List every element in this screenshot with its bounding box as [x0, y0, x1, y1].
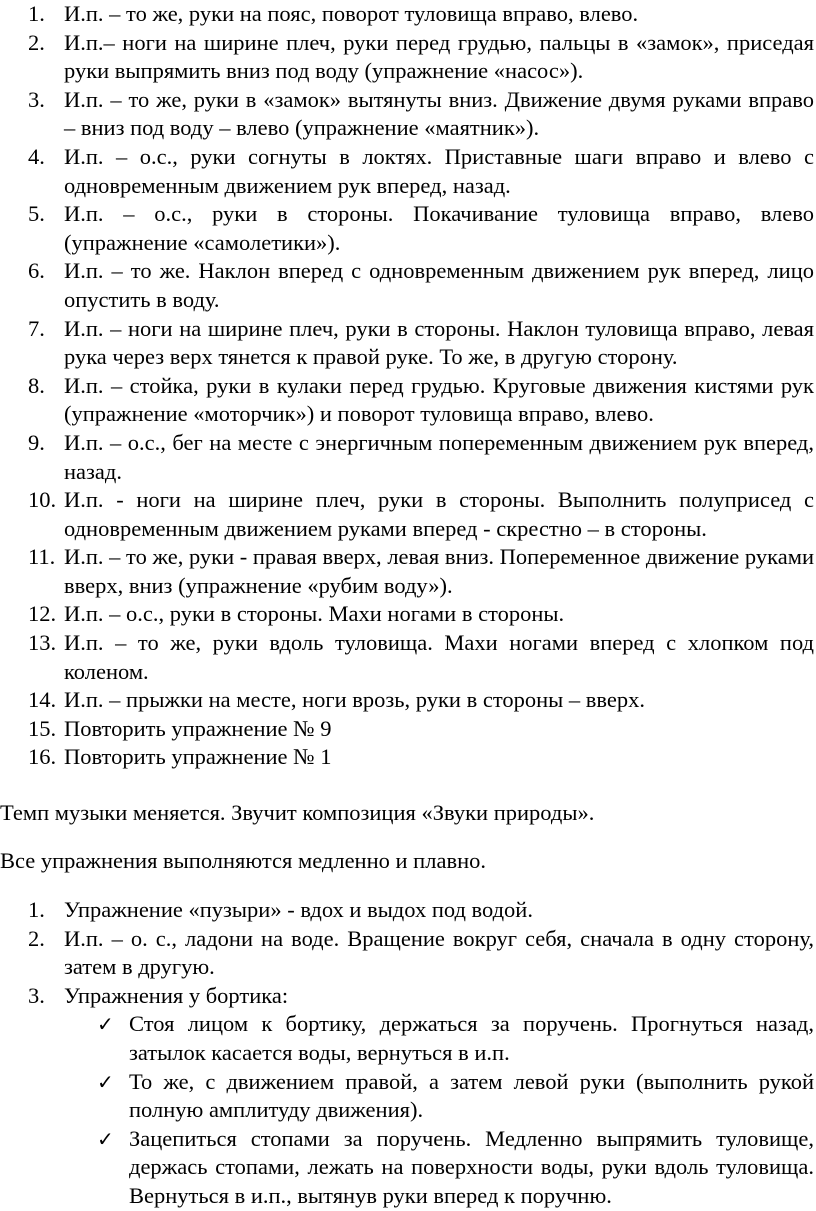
item-text: Упражнения у бортика: — [64, 982, 289, 1008]
item-text: И.п. - ноги на ширине плеч, руки в стороны. Выполнить полуприсед с одновременным движением руками вперед - скрестно – в стороны. — [64, 487, 814, 541]
item-text: И.п. – прыжки на месте, ноги врозь, руки в стороны – вверх. — [64, 687, 646, 713]
item-text: И.п. – о.с., руки в стороны. Махи ногами в стороны. — [64, 601, 565, 627]
list-item — [28, 429, 814, 486]
checklist-item-text: То же, с движением правой, а затем левой руки (выполнить рукой полную амплитуду движения). — [129, 1068, 814, 1123]
item-number: 15. — [28, 715, 57, 741]
checklist-item-text: Зацепиться стопами за поручень. Медленно выпрямить туловище, держась стопами, лежать на поверхности воды, руки вдоль туловища. Вернуться в и.п., вытянув руки вперед к поручню. — [129, 1125, 814, 1208]
checklist-item-text: Стоя лицом к бортику, держаться за поручень. Прогнуться назад, затылок касается воды, вернуться в и.п. — [129, 1011, 814, 1065]
list-item — [28, 629, 814, 686]
item-number: 14. — [28, 687, 57, 713]
item-text: И.п. – ноги на ширине плеч, руки в стороны. Наклон туловища вправо, левая рука через верх тянется к правой руке. То же, в другую сторону. — [64, 315, 814, 370]
checklist-item — [97, 1068, 814, 1125]
item-text: И.п. – о.с., руки в стороны. Покачивание туловища вправо, влево (упражнение «самолетики»). — [64, 201, 814, 255]
checklist-item — [97, 1010, 814, 1067]
list-item — [28, 982, 814, 1011]
item-text: И.п. – о. с., ладони на воде. Вращение вокруг себя, сначала в одну сторону, затем в другую. — [64, 925, 814, 980]
list-item — [28, 143, 814, 200]
list-item — [28, 600, 814, 629]
bortik-exercise-checklist — [28, 1010, 814, 1210]
paragraph-music-tempo: Темп музыки меняется. Звучит композиция «Звуки природы». — [0, 800, 595, 825]
item-text: И.п. – стойка, руки в кулаки перед грудью. Круговые движения кистями рук (упражнение «моторчик») и поворот туловища вправо, влево. — [64, 372, 814, 427]
checkmark-icon: ✓ — [97, 1126, 114, 1151]
exercise-list-main — [28, 0, 814, 772]
item-text: И.п.– ноги на ширине плеч, руки перед грудью, пальцы в «замок», приседая руки выпрямить вниз под воду (упражнение «насос»). — [64, 29, 814, 84]
list-item — [28, 896, 814, 925]
item-number: 8. — [28, 372, 45, 398]
bortik-sublist-container — [28, 1010, 814, 1210]
item-text: Упражнение «пузыри» - вдох и выдох под водой. — [64, 897, 533, 922]
item-number: 12. — [28, 601, 57, 627]
list-item — [28, 686, 814, 715]
item-text: И.п. – о.с., бег на месте с энергичным попеременным движением рук вперед, назад. — [64, 429, 814, 484]
item-number: 6. — [28, 258, 45, 284]
checkmark-icon: ✓ — [97, 1069, 114, 1094]
item-number: 2. — [28, 29, 45, 55]
list-item — [28, 86, 814, 143]
item-number: 1. — [28, 897, 45, 922]
item-number: 11. — [28, 544, 56, 570]
item-text: И.п. – то же, руки на пояс, поворот туловища вправо, влево. — [64, 1, 639, 26]
paragraph-slow-exercises: Все упражнения выполняются медленно и плавно. — [0, 848, 486, 873]
list-item — [28, 257, 814, 314]
item-number: 16. — [28, 744, 57, 770]
list-item — [28, 315, 814, 372]
list-item — [28, 543, 814, 600]
item-number: 5. — [28, 201, 45, 227]
item-text: И.п. – то же. Наклон вперед с одновременным движением рук вперед, лицо опустить в воду. — [64, 258, 814, 312]
item-number: 4. — [28, 143, 45, 169]
list-item — [28, 0, 814, 29]
item-number: 9. — [28, 429, 45, 455]
item-number: 3. — [28, 982, 45, 1008]
item-text: И.п. – то же, руки вдоль туловища. Махи ногами вперед с хлопком под коленом. — [64, 630, 814, 684]
item-text: И.п. – то же, руки в «замок» вытянуты вниз. Движение двумя руками вправо – вниз под воду – влево (упражнение «маятник»). — [64, 86, 814, 141]
exercise-list-slow — [28, 896, 814, 1211]
item-text: И.п. – то же, руки - правая вверх, левая вниз. Попеременное движение руками вверх, вниз (упражнение «рубим воду»). — [64, 544, 814, 598]
item-text: Повторить упражнение № 9 — [64, 715, 332, 741]
item-number: 1. — [28, 1, 45, 26]
item-number: 2. — [28, 925, 45, 951]
list-item — [28, 715, 814, 744]
list-item — [28, 743, 814, 772]
checkmark-icon: ✓ — [97, 1012, 114, 1037]
item-number: 10. — [28, 487, 57, 513]
list-item — [28, 200, 814, 257]
list-item — [28, 372, 814, 429]
list-item — [28, 29, 814, 86]
item-number: 7. — [28, 315, 45, 341]
list-item — [28, 925, 814, 982]
item-text: Повторить упражнение № 1 — [64, 744, 332, 770]
item-number: 13. — [28, 630, 57, 656]
checklist-item — [97, 1125, 814, 1211]
list-item — [28, 486, 814, 543]
item-text: И.п. – о.с., руки согнуты в локтях. Приставные шаги вправо и влево с одновременным движением рук вперед, назад. — [64, 143, 814, 198]
item-number: 3. — [28, 86, 45, 112]
